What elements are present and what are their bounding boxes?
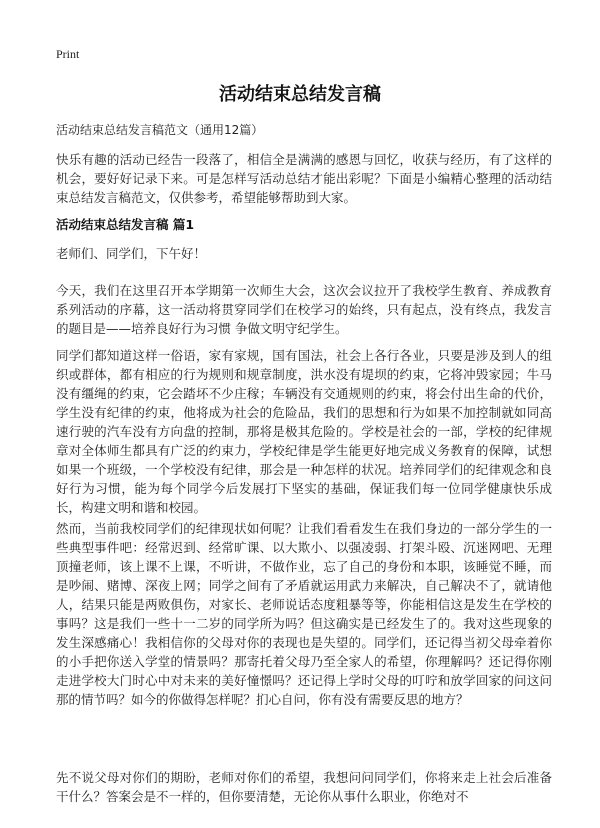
section-heading: 活动结束总结发言稿 篇1 (56, 217, 195, 232)
page-title: 活动结束总结发言稿 (219, 84, 381, 105)
body-paragraph: 然而，当前我校同学们的纪律现状如何呢？让我们看看发生在我们身边的一部分学生的一些典型事件吧：经常迟到、经常旷课、以大欺小、以强凌弱、打架斗殴、沉迷网吧、无理顶撞老师，该上课不上课，不听讲，不做作业，忘了自己的身份和本职，该睡觉不睡，而是吵闹、赌博、深夜上网；同学之间有了矛盾就运用武力来解决，自己解决不了，就请他人，结果只能是两败俱伤，对家长、老师说话态度粗暴等等，你能相信这是发生在学校的事吗？这是我们一些十一二岁的同学所为吗？但这确实是已经发生了的。我对这些现象的发生深感痛心！我相信你的父母对你的表现也是失望的。同学们，还记得当初父母牵着你的小手把你送入学堂的情景吗？那寄托着父母乃至全家人的希望，你理解吗？还记得你刚走进学校大门时心中对未来的美好憧憬吗？还记得上学时父母的叮咛和放学回家的问这问那的情节吗？如今的你做得怎样呢？扪心自问，你有没有需要反思的地方？ (56, 521, 552, 707)
intro-paragraph: 快乐有趣的活动已经告一段落了，相信全是满满的感恩与回忆，收获与经历，有了这样的机会，要好好记录下来。可是怎样写活动总结才能出彩呢？下面是小编精心整理的活动结束总结发言稿范文，仅供参考，希望能够帮助到大家。 (56, 152, 552, 205)
body-paragraph: 今天，我们在这里召开本学期第一次师生大会，这次会议拉开了我校学生教育、养成教育系列活动的序幕，这一活动将贯穿同学们在校学习的始终，只有起点，没有终点，我发言的题目是——培养良好行为习惯 争做文明守纪学生。 (56, 283, 552, 336)
print-link[interactable]: Print (56, 47, 80, 61)
subtitle: 活动结束总结发言稿范文（通用12篇） (56, 123, 264, 137)
greeting-paragraph: 老师们、同学们，下午好！ (56, 246, 207, 261)
body-paragraph: 先不说父母对你们的期盼，老师对你们的希望，我想问问同学们，你将来走上社会后准备干什么？答案会是不一样的，但你要清楚，无论你从事什么职业，你绝对不 (56, 770, 552, 804)
body-paragraph: 同学们都知道这样一俗语，家有家规，国有国法，社会上各行各业，只要是涉及到人的组织或群体，都有相应的行为规则和规章制度，洪水没有堤坝的约束，它将冲毁家园；牛马没有缰绳的约束，它会踏坏不少庄稼；车辆没有交通规则的约束，将会付出生命的代价，学生没有纪律的约束，他将成为社会的危险品，我们的思想和行为如果不加控制就如同高速行驶的汽车没有方向盘的控制，那将是极其危险的。学校是社会的一部，学校的纪律规章对全体师生都具有广泛的约束力，学校纪律是学生能更好地完成义务教育的保障，试想如果一个班级，一个学校没有纪律，那会是一种怎样的状况。培养同学们的纪律观念和良好行为习惯，能为每个同学今后发展打下坚实的基础，保证我们每一位同学健康快乐成长，构建文明和谐和校园。 (56, 348, 552, 515)
